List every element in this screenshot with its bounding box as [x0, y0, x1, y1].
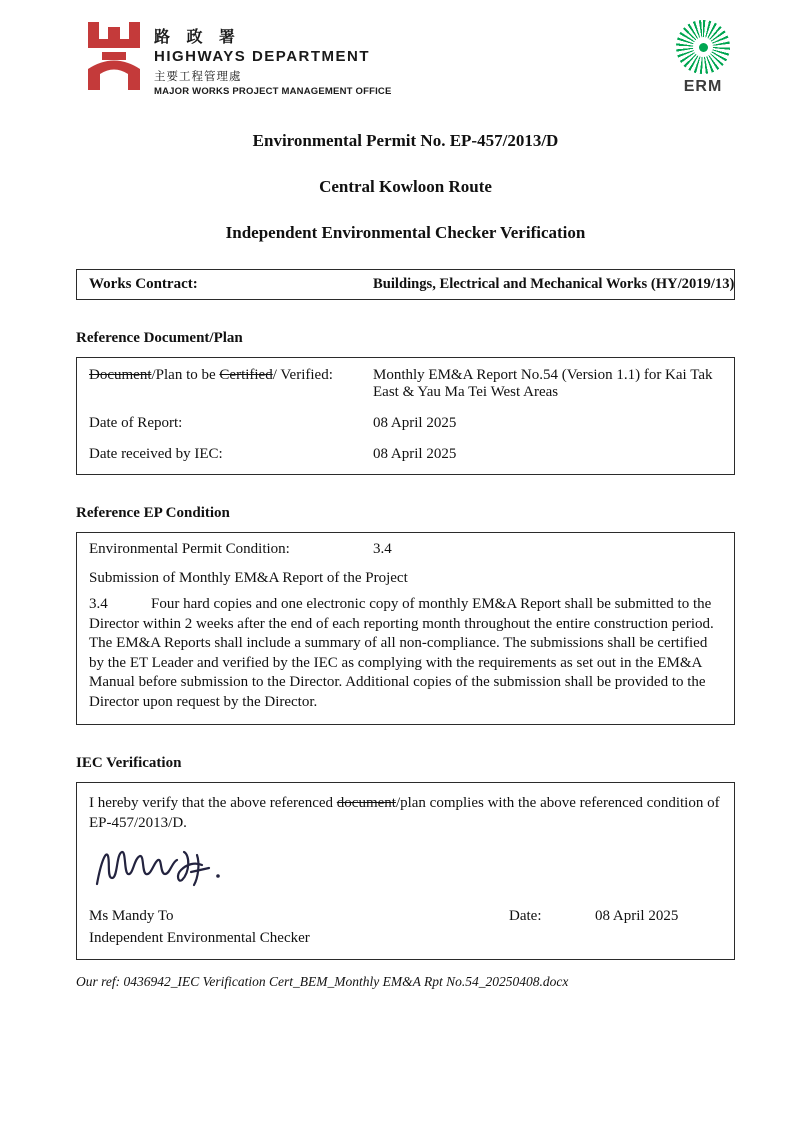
reference-document-heading: Reference Document/Plan	[76, 330, 243, 346]
signer-name: Ms Mandy To	[89, 907, 174, 924]
clause-text: Four hard copies and one electronic copy of monthly EM&A Report shall be submitted to the Director within 2 weeks after the end of each reporting month throughout the entire construction period. The EM&A Reports shall include a summary of all non-compliance. The submissions shall be certified by the ET Leader and verified by the IEC as complying with the requirements as set out in the EM&A Manual before submission to the Director. Additional copies of the submission shall be provided to the Director upon request by the Director.	[89, 596, 714, 710]
document-type-title: Independent Environmental Checker Verification	[225, 223, 586, 242]
iec-verification-statement	[89, 793, 722, 834]
reference-document-table	[76, 357, 735, 475]
permit-number-title: Environmental Permit No. EP-457/2013/D	[252, 131, 559, 150]
iec-verification-box	[76, 782, 735, 960]
project-title: Central Kowloon Route	[319, 177, 492, 196]
highways-department-logo-icon	[86, 22, 142, 90]
doc-plan-value: Monthly EM&A Report No.54 (Version 1.1) for Kai Tak East & Yau Ma Tei West Areas	[373, 367, 713, 400]
strikethrough-text: Document	[89, 367, 152, 383]
ep-condition-value: 3.4	[373, 541, 392, 557]
hyd-chinese-subtitle: 主要工程管理處	[154, 71, 242, 83]
erm-logo-block	[671, 20, 735, 96]
date-value: 08 April 2025	[595, 907, 679, 924]
date-label: Date:	[509, 907, 542, 924]
statement-text: I hereby verify that the above referenced	[89, 795, 337, 811]
doc-plan-label	[89, 367, 373, 401]
ep-condition-label: Environmental Permit Condition:	[89, 541, 290, 557]
ep-condition-row	[77, 533, 734, 566]
signature-image	[91, 842, 722, 900]
signer-title: Independent Environmental Checker	[89, 929, 310, 946]
iec-verification-heading: IEC Verification	[76, 755, 182, 771]
hyd-chinese-title: 路 政 署	[154, 29, 241, 46]
hyd-english-title: HIGHWAYS DEPARTMENT	[154, 48, 371, 65]
hyd-text-block	[154, 22, 392, 97]
works-contract-value: Buildings, Electrical and Mechanical Works (HY/2019/13)	[373, 276, 735, 292]
date-received-row	[77, 438, 734, 474]
strikethrough-text: Certified	[219, 367, 273, 383]
date-of-report-row	[77, 407, 734, 438]
signer-date-row	[89, 908, 722, 925]
date-of-report-label: Date of Report:	[89, 415, 183, 431]
works-contract-label: Works Contract:	[89, 276, 198, 292]
doc-plan-label-text: / Verified:	[272, 367, 333, 383]
doc-plan-label-text: /Plan to be	[151, 367, 220, 383]
doc-plan-row	[77, 358, 734, 407]
our-ref-line: Our ref: 0436942_IEC Verification Cert_BEM_Monthly EM&A Rpt No.54_20250408.docx	[76, 973, 569, 989]
ep-condition-clause	[77, 589, 734, 724]
strikethrough-text: document	[336, 795, 396, 811]
ep-condition-subheading: Submission of Monthly EM&A Report of the Project	[89, 570, 408, 586]
reference-ep-condition-heading: Reference EP Condition	[76, 505, 230, 521]
date-received-label: Date received by IEC:	[89, 446, 223, 462]
date-received-value: 08 April 2025	[373, 446, 457, 462]
hyd-logo-block	[86, 22, 392, 97]
date-of-report-value: 08 April 2025	[373, 415, 457, 431]
works-contract-table	[76, 269, 735, 300]
ep-condition-table	[76, 532, 735, 725]
document-header	[86, 22, 735, 97]
erm-logo-text: ERM	[683, 78, 723, 95]
erm-sunburst-icon	[676, 20, 730, 74]
clause-number: 3.4	[89, 596, 108, 612]
works-contract-row	[77, 270, 734, 299]
statement-text: /plan complies with the above referenced condition of EP-457/2013/D.	[89, 795, 720, 832]
hyd-english-subtitle: MAJOR WORKS PROJECT MANAGEMENT OFFICE	[154, 86, 392, 97]
